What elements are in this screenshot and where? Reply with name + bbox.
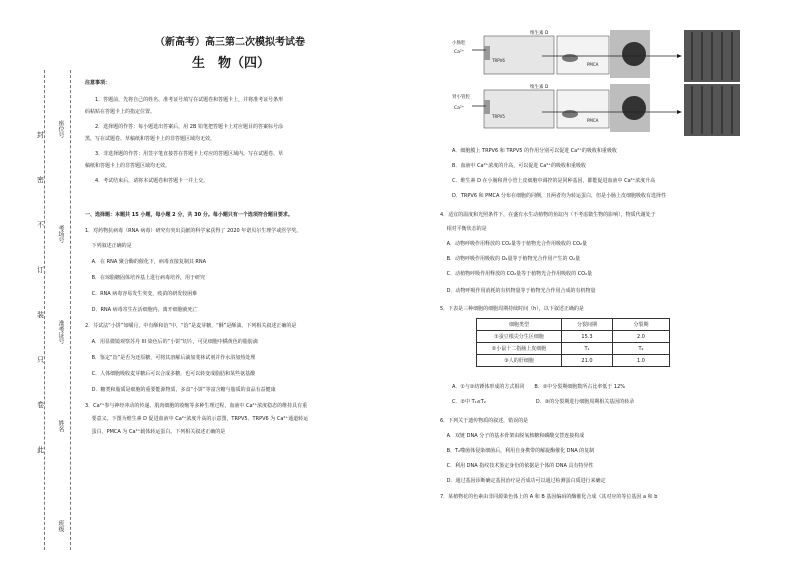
question-line: 3．Ca²⁺参与神经冲动的传递、肌肉细胞的收缩等多种生理过程，血液中 Ca²⁺浓度稳态的维持具有重 xyxy=(85,403,308,409)
calcium-figure xyxy=(452,28,742,138)
figure-label-kidney: 肾小管腔 xyxy=(452,95,470,100)
option-line: D．糖类和脂质是细胞的重要能源物质，多食“小饼”等富含糖与脂质的食品有益健康 xyxy=(85,387,276,393)
note-line: 稿纸和答题卡上的非答题区域均无效。 xyxy=(85,163,171,169)
note-line: 黑，写在试题卷、草稿纸和答题卡上的非答题区域均无效。 xyxy=(85,136,216,142)
duodenum-cell xyxy=(484,30,650,78)
table-cell: ①蚕豆根尖分生区细胞 xyxy=(477,331,562,343)
option-line: D．TRPV6 和 PMCA 分布在细胞的同侧，且两者均为转运蛋白，但是小肠上皮细胞吸收有选择性 xyxy=(452,193,667,199)
question-line: 蛋白，PMCA 为 Ca²⁺载体转运蛋白。下列相关叙述正确的是 xyxy=(85,429,226,435)
class-label: 班级 xyxy=(57,520,64,532)
question-line: 相对平衡状态的是 xyxy=(440,226,487,232)
table-cell: ②小鼠十二指肠上皮细胞 xyxy=(477,343,562,355)
table-cell: 21.0 xyxy=(562,355,613,367)
table-row xyxy=(477,331,670,343)
seat-label: 座位号 xyxy=(57,120,64,138)
question-line: 7．某植物花的色素由非同源染色体上的 A 和 B 基因编码的酶催化合成（其对应的等位基因 a 和 b xyxy=(440,494,658,500)
option-line: A．①与②纺锤体形成的方式相同 B．②中分裂期细胞数所占比率低于 12% xyxy=(452,384,626,390)
seal-char: 只 xyxy=(37,356,44,364)
figure-label-pmca: PMCA xyxy=(587,118,599,123)
figure-label-trpv5: TRPV5 xyxy=(492,114,505,119)
option-line: A．细胞膜上 TRPV6 和 TRPV5 的作用分别可以促进 Ca²⁺的吸收和重吸收 xyxy=(452,148,617,154)
table-header: 细胞类型 xyxy=(477,319,562,331)
question-line: 2．芬试法“小饼”如嚼月，中有酥和饴”中，“饴”是麦芽糖，“酥”是酥油。下列相关叙述正确的是 xyxy=(85,323,297,329)
question-line: 1．对药物抗病毒（RNA 病毒）研究有突出贡献的科学家获得了 2020 年诺贝尔生理学或医学奖。 xyxy=(85,228,302,234)
table-cell: 1.0 xyxy=(613,355,670,367)
seal-char: 密 xyxy=(37,176,44,184)
table-header-row xyxy=(477,319,670,331)
option-line: B．鉴定“饴”是否为还原糖，可将其溶解后滴加斐林试剂并作水浴加热处理 xyxy=(85,355,256,361)
option-line: B．动物呼吸作用吸收的 O₂量等于植物光合作用产生的 O₂量 xyxy=(440,256,581,262)
option-line: B．T₂噬菌体侵染细菌后，利用自身携带的解旋酶催化 DNA 的复制 xyxy=(440,448,595,454)
option-line: C．②中 T₁≤T₂ D．③的分裂期进行细胞周期相关基因的转录 xyxy=(452,399,635,405)
cell-cycle-table xyxy=(476,318,670,367)
table-header: 分裂期 xyxy=(613,319,670,331)
option-line: C．维生素 D 在小肠和肾小管上皮细胞中调控的是同种基因，都能促进血液中 Ca²⁺浓度升高 xyxy=(452,178,656,184)
option-line: C．动植物呼吸作用释放的 CO₂量等于植物光合作用吸收的 CO₂量 xyxy=(440,271,593,277)
note-line: 码粘贴在答题卡上的指定位置。 xyxy=(85,109,156,115)
table-row xyxy=(477,355,670,367)
question-line: 5．下表是三种细胞的细胞周期持续时间（h），以下叙述正确的是 xyxy=(440,306,584,312)
seal-char: 不 xyxy=(37,221,44,229)
figure-label-trpv6: TRPV6 xyxy=(492,58,505,63)
note-line: 3．非选择题的作答：用签字笔直接答在答题卡上对应的答题区域内。写在试题卷、草 xyxy=(95,151,284,157)
kidney-cell xyxy=(484,84,650,132)
seal-char: 卷 xyxy=(37,401,44,409)
exam-id-label: 准考证号 xyxy=(57,320,64,344)
figure-label-ca: Ca²⁺ xyxy=(454,106,465,111)
seal-char: 订 xyxy=(37,266,44,274)
section-heading: 一、选择题：本题共 15 小题，每小题 2 分，共 30 分。每小题只有一个选项符合题目要求。 xyxy=(85,212,293,218)
figure-label-duodenum: 小肠腔 xyxy=(452,41,466,46)
figure-label-ca: Ca²⁺ xyxy=(454,50,465,55)
option-line: C．RNA 病毒容易发生突变，疫苗的研发较困难 xyxy=(85,291,198,297)
option-line: A．双链 DNA 分子的基本骨架由脱氧核糖和磷酸交替连接构成 xyxy=(440,433,585,439)
table-cell: T₁ xyxy=(562,343,613,355)
table-cell: 15.3 xyxy=(562,331,613,343)
figure-label-pmca: PMCA xyxy=(587,62,599,67)
option-line: C．利用 DNA 指纹技术鉴定身份的依据是个体的 DNA 具有特异性 xyxy=(440,463,594,469)
question-line: 6．下列关于遗传物质的叙述，错误的是 xyxy=(440,418,529,424)
table-cell: 2.0 xyxy=(613,331,670,343)
option-line: D．RNA 病毒寄生在活细胞内，离开细胞就死亡 xyxy=(85,307,198,313)
option-line: B．血液中 Ca²⁺浓度的升高，可以促进 Ca²⁺的吸收和重吸收 xyxy=(452,163,587,169)
subject-title: 生 物（四） xyxy=(192,56,271,71)
seal-char: 封 xyxy=(37,131,44,139)
note-line: 1．答题前，先将自己的姓名、准考证号填写在试题卷和答题卡上，并将准考证号条形 xyxy=(95,97,284,103)
exam-room-label: 考场号 xyxy=(57,225,64,243)
question-line: 要意义。下图为维生素 D 促进血液中 Ca²⁺浓度升高的示意图，TRPV5、TRPV6 为 Ca²⁺通道转运 xyxy=(85,416,309,422)
option-line: D．通过基因诊断确定基因治疗是否成功可以通过检测蛋白质进行来确定 xyxy=(440,478,606,484)
question-line: 下列叙述正确的是 xyxy=(85,243,132,249)
question-line: 4．适宜的温度和光照条件下，在盛有水生动植物的鱼缸内（不考虑微生物的影响），物质代谢处于 xyxy=(440,212,656,218)
table-cell: ③人的肝细胞 xyxy=(477,355,562,367)
table-cell: T₂ xyxy=(613,343,670,355)
option-line: A．在 RNA 聚合酶的催化下，病毒直接复制其 RNA xyxy=(85,259,207,265)
page-title: （新高考）高三第二次模拟考试卷 xyxy=(155,37,305,48)
note-line: 2．选择题的作答：每小题选出答案后，用 2B 铅笔把答题卡上对应题目的答案标号涂 xyxy=(95,124,283,130)
table-row xyxy=(477,343,670,355)
seal-char: 装 xyxy=(37,311,44,319)
option-line: A．动物呼吸作用释放的 CO₂量等于植物光合作用吸收的 CO₂量 xyxy=(440,241,588,247)
seal-char: 此 xyxy=(37,446,44,454)
figure-label-vitd: 维生素 D xyxy=(530,31,549,36)
seal-line-left xyxy=(44,70,45,550)
option-line: D．动物呼吸作用消耗的有机物量等于植物光合作用合成的有机物量 xyxy=(440,288,596,294)
figure-label-vitd: 维生素 D xyxy=(530,85,549,90)
note-line: 4．考试结束后，请将本试题卷和答题卡一并上交。 xyxy=(95,178,209,184)
option-line: C．人体细胞吸收麦芽糖后可以合成多糖，也可以转变成脂肪和某些氨基酸 xyxy=(85,371,256,377)
seal-line-right xyxy=(70,70,71,550)
option-line: B．在琼脂糖固体培养基上进行病毒培养，用于研究 xyxy=(85,275,206,281)
notes-heading: 注意事项： xyxy=(85,80,111,86)
option-line: A．用显微镜观察苏丹 III 染色后的“小饼”切片，可见细胞中橘黄色的脂肪滴 xyxy=(85,339,258,345)
table-header: 分裂间期 xyxy=(562,319,613,331)
name-label: 姓名 xyxy=(57,420,64,432)
